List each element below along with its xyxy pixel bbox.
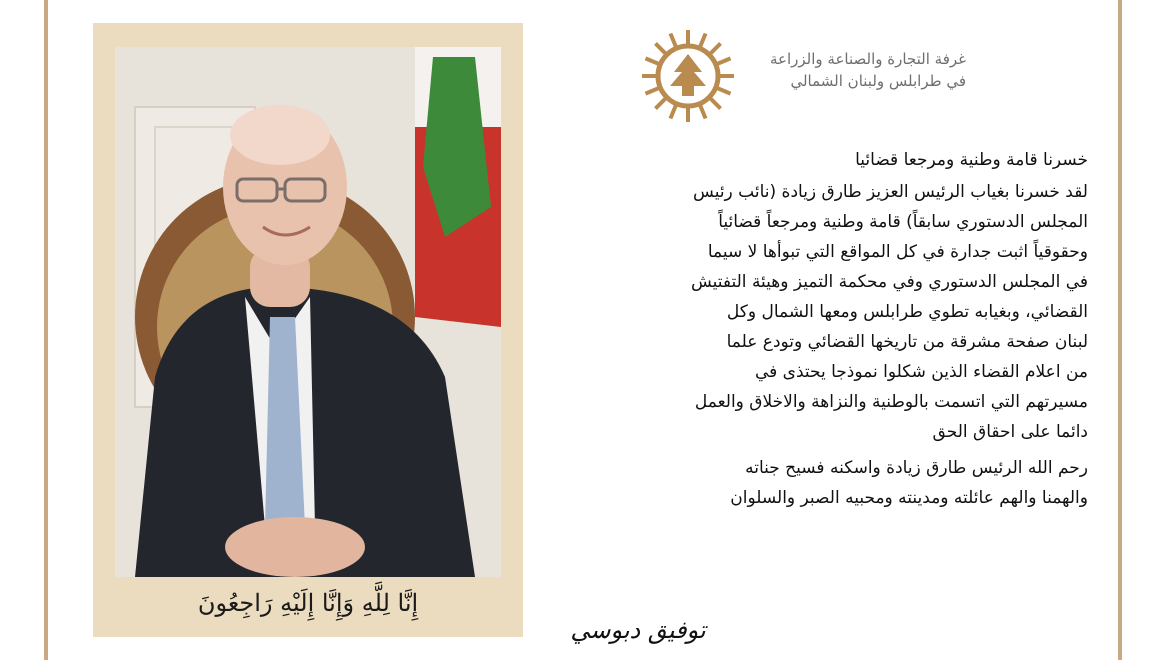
portrait-photo	[115, 47, 501, 577]
condolence-letter	[548, 143, 1088, 513]
letter-line: لقد خسرنا بغياب الرئيس العزيز طارق زيادة (نائب رئيس	[693, 182, 1088, 202]
logo-line-2: في طرابلس ولبنان الشمالي	[790, 72, 966, 90]
cedar-emblem-icon	[640, 28, 736, 124]
letter-line: مسيرتهم التي اتسمت بالوطنية والنزاهة والاخلاق والعمل	[694, 392, 1088, 412]
frame-border-right	[1118, 0, 1122, 660]
chamber-logo	[640, 28, 970, 124]
frame-border-left	[44, 0, 48, 660]
signature: توفيق دبوسي	[570, 616, 706, 644]
letter-line: القضائي، وبغيابه تطوي طرابلس ومعها الشمال وكل	[726, 302, 1088, 322]
letter-line: في المجلس الدستوري وفي محكمة التميز وهيئة التفتيش	[690, 272, 1088, 292]
portrait-illustration	[115, 47, 501, 577]
letter-heading: خسرنا قامة وطنية ومرجعا قضائيا	[855, 150, 1088, 170]
letter-line: المجلس الدستوري سابقاً) قامة وطنية ومرجعاً قضائياً	[718, 212, 1088, 232]
letter-line: لبنان صفحة مشرقة من تاريخها القضائي وتودع علما	[726, 332, 1088, 352]
letter-line: من اعلام القضاء الذين شكلوا نموذجا يحتذى في	[754, 362, 1088, 382]
closing-line: والهمنا والهم عائلته ومدينته ومحبيه الصبر والسلوان	[730, 488, 1088, 508]
quran-verse: إِنَّا لِلَّهِ وَإِنَّا إِلَيْهِ رَاجِعُونَ	[197, 589, 419, 617]
letter-line: وحقوقياً اثبت جدارة في كل المواقع التي تبوأها لا سيما	[707, 242, 1088, 262]
photo-card	[93, 23, 523, 637]
logo-line-1: غرفة التجارة والصناعة والزراعة	[770, 50, 966, 68]
logo-text	[744, 48, 966, 92]
closing-line: رحم الله الرئيس طارق زيادة واسكنه فسيح جناته	[745, 458, 1088, 478]
letter-line: دائما على احقاق الحق	[932, 422, 1088, 442]
